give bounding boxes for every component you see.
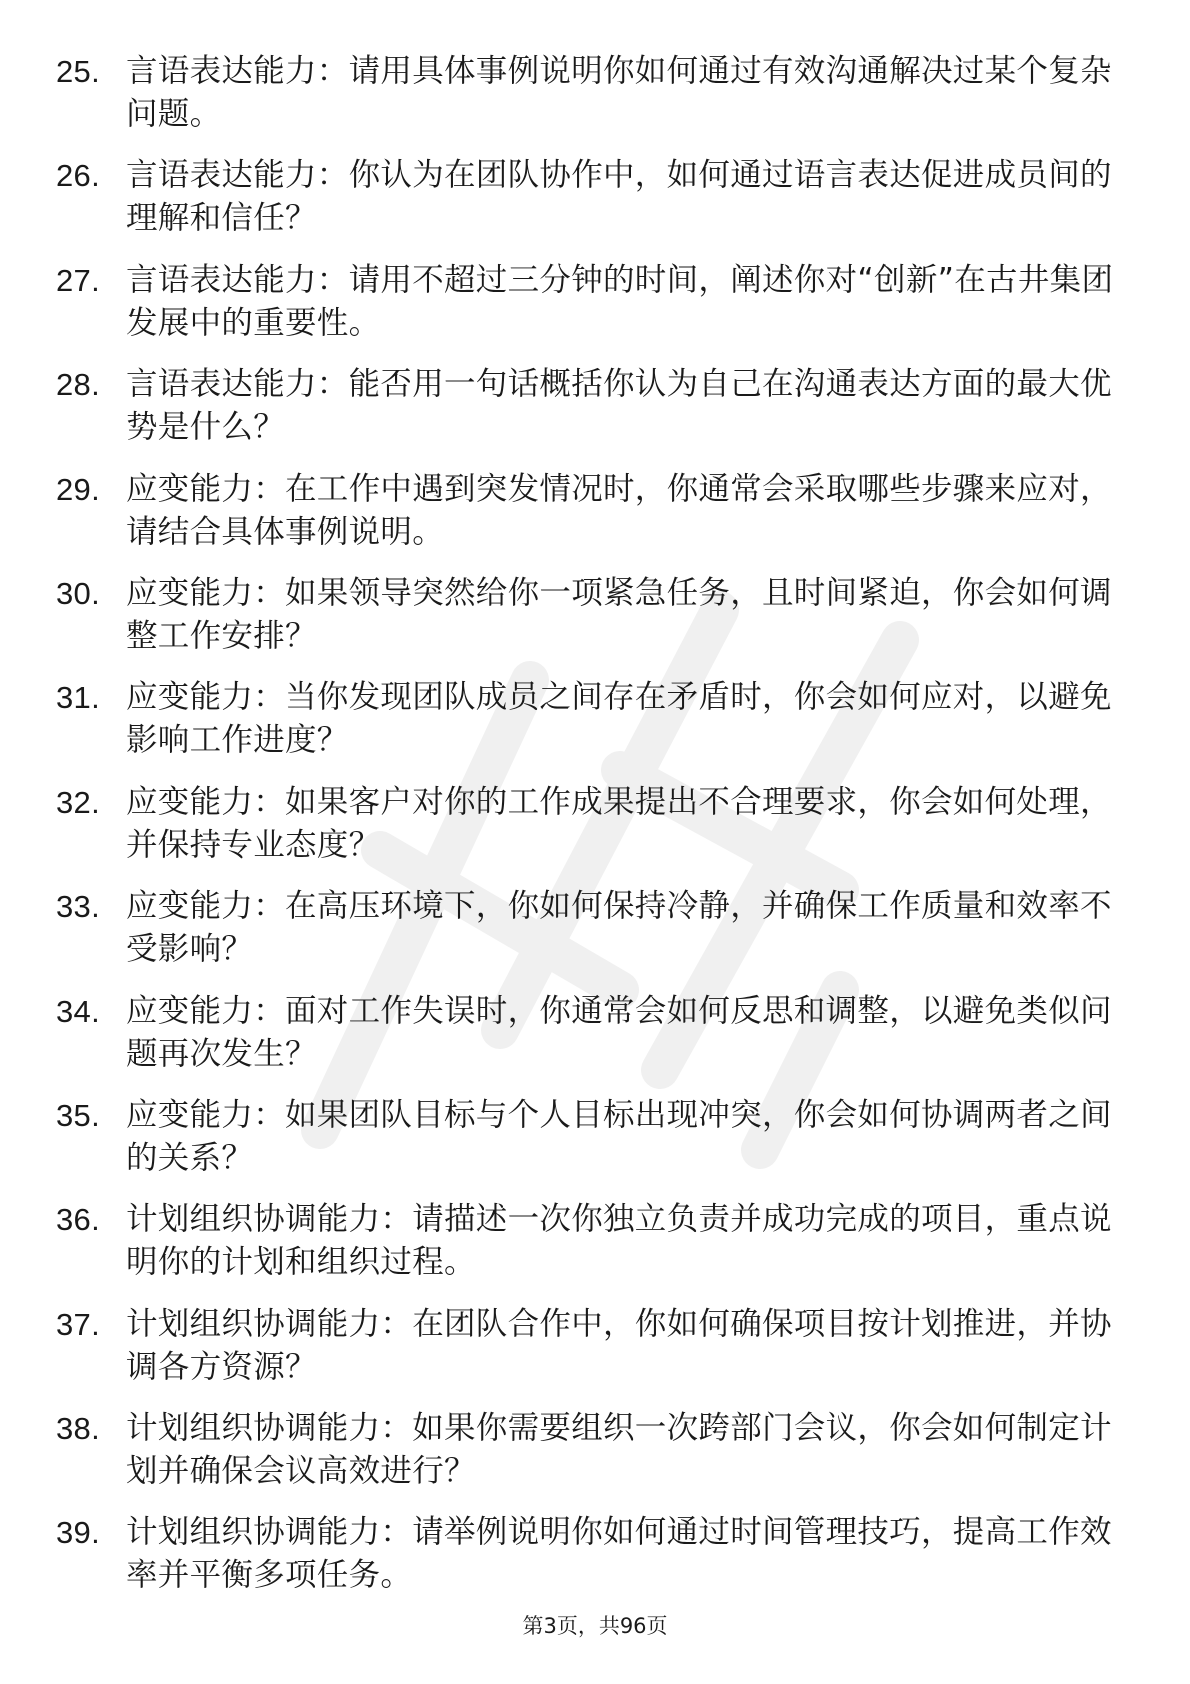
question-number: 35. xyxy=(56,1097,100,1133)
question-number: 30. xyxy=(56,575,100,611)
question-item xyxy=(56,1511,1126,1615)
question-text: 计划组织协调能力：请描述一次你独立负责并成功完成的项目，重点说明你的计划和组织过程。 xyxy=(126,1201,1112,1281)
question-number: 34. xyxy=(56,993,100,1029)
question-item xyxy=(56,1198,1126,1302)
question-number: 37. xyxy=(56,1306,100,1342)
question-item xyxy=(56,154,1126,258)
question-number: 31. xyxy=(56,680,100,716)
question-number: 29. xyxy=(56,471,100,507)
question-item xyxy=(56,781,1126,885)
question-number: 28. xyxy=(56,367,100,403)
question-item xyxy=(56,363,1126,467)
question-number: 27. xyxy=(56,262,100,298)
question-item xyxy=(56,1407,1126,1511)
question-item xyxy=(56,259,1126,363)
question-number: 39. xyxy=(56,1515,100,1551)
question-text: 言语表达能力：请用具体事例说明你如何通过有效沟通解决过某个复杂问题。 xyxy=(126,53,1112,132)
question-item xyxy=(56,1094,1126,1198)
question-text: 应变能力：如果领导突然给你一项紧急任务，且时间紧迫，你会如何调整工作安排？ xyxy=(126,574,1112,654)
question-text: 应变能力：当你发现团队成员之间存在矛盾时，你会如何应对，以避免影响工作进度？ xyxy=(126,679,1112,759)
question-text: 计划组织协调能力：在团队合作中，你如何确保项目按计划推进，并协调各方资源？ xyxy=(126,1305,1112,1385)
question-text: 言语表达能力：请用不超过三分钟的时间，阐述你对“创新”在古井集团发展中的重要性。 xyxy=(126,261,1114,341)
question-list xyxy=(56,50,1126,1616)
question-item xyxy=(56,468,1126,572)
question-number: 36. xyxy=(56,1202,100,1238)
question-text: 应变能力：在高压环境下，你如何保持冷静，并确保工作质量和效率不受影响？ xyxy=(126,888,1112,968)
question-number: 32. xyxy=(56,784,100,820)
question-text: 应变能力：在工作中遇到突发情况时，你通常会采取哪些步骤来应对，请结合具体事例说明。 xyxy=(126,470,1112,550)
question-text: 言语表达能力：你认为在团队协作中，如何通过语言表达促进成员间的理解和信任？ xyxy=(126,157,1112,237)
question-item xyxy=(56,572,1126,676)
question-number: 38. xyxy=(56,1411,100,1447)
question-item xyxy=(56,50,1126,154)
question-item xyxy=(56,990,1126,1094)
question-text: 计划组织协调能力：请举例说明你如何通过时间管理技巧，提高工作效率并平衡多项任务。 xyxy=(126,1514,1112,1594)
page-number-label: 第3页，共96页 xyxy=(522,1614,668,1638)
question-item xyxy=(56,676,1126,780)
question-number: 26. xyxy=(56,158,100,194)
question-text: 应变能力：如果客户对你的工作成果提出不合理要求，你会如何处理，并保持专业态度？ xyxy=(126,783,1112,863)
question-text: 计划组织协调能力：如果你需要组织一次跨部门会议，你会如何制定计划并确保会议高效进行？ xyxy=(126,1410,1112,1490)
question-text: 应变能力：面对工作失误时，你通常会如何反思和调整，以避免类似问题再次发生？ xyxy=(126,992,1112,1072)
question-item xyxy=(56,885,1126,989)
question-number: 25. xyxy=(56,54,100,89)
question-text: 言语表达能力：能否用一句话概括你认为自己在沟通表达方面的最大优势是什么？ xyxy=(126,366,1112,446)
page-footer xyxy=(0,1610,1190,1640)
question-number: 33. xyxy=(56,889,100,925)
question-text: 应变能力：如果团队目标与个人目标出现冲突，你会如何协调两者之间的关系？ xyxy=(126,1096,1112,1176)
question-item xyxy=(56,1303,1126,1407)
